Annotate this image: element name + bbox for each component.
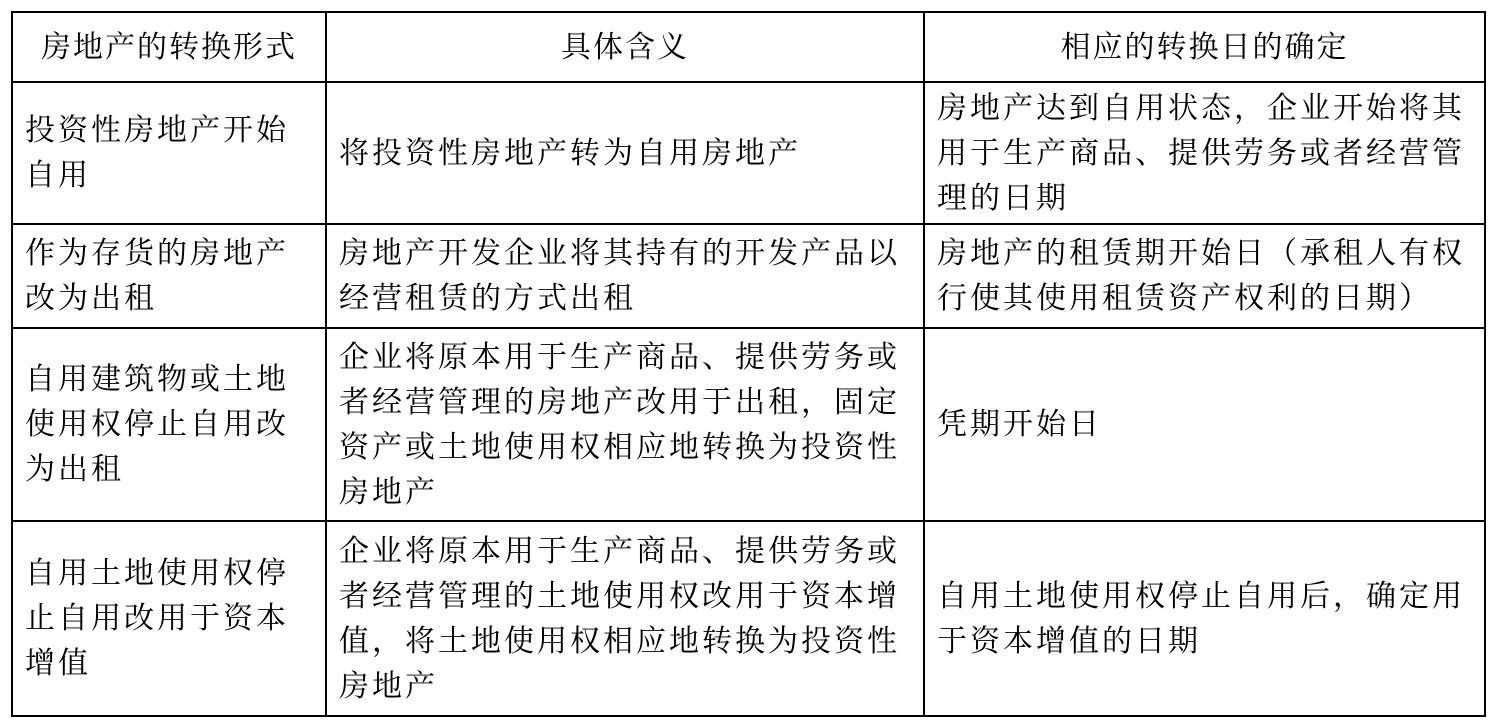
cell-meaning: 企业将原本用于生产商品、提供劳务或者经营管理的房地产改用于出租，固定资产或土地使用权相应地转换为投资性房地产 bbox=[326, 328, 924, 521]
cell-meaning: 企业将原本用于生产商品、提供劳务或者经营管理的土地使用权改用于资本增值，将土地使用权相应地转换为投资性房地产 bbox=[326, 521, 924, 716]
cell-date: 房地产的租赁期开始日（承租人有权行使其使用租赁资产权利的日期） bbox=[924, 224, 1485, 328]
cell-date: 凭期开始日 bbox=[924, 328, 1485, 521]
table-row bbox=[12, 521, 1485, 716]
table-row bbox=[12, 224, 1485, 328]
cell-meaning: 房地产开发企业将其持有的开发产品以经营租赁的方式出租 bbox=[326, 224, 924, 328]
cell-form: 自用土地使用权停止自用改用于资本增值 bbox=[12, 521, 326, 716]
header-meaning: 具体含义 bbox=[326, 12, 924, 82]
cell-date: 自用土地使用权停止自用后，确定用于资本增值的日期 bbox=[924, 521, 1485, 716]
header-date: 相应的转换日的确定 bbox=[924, 12, 1485, 82]
header-form: 房地产的转换形式 bbox=[12, 12, 326, 82]
cell-date: 房地产达到自用状态，企业开始将其用于生产商品、提供劳务或者经营管理的日期 bbox=[924, 82, 1485, 224]
table-row bbox=[12, 328, 1485, 521]
conversion-table bbox=[11, 11, 1486, 717]
cell-form: 作为存货的房地产改为出租 bbox=[12, 224, 326, 328]
cell-form: 投资性房地产开始自用 bbox=[12, 82, 326, 224]
cell-form: 自用建筑物或土地使用权停止自用改为出租 bbox=[12, 328, 326, 521]
cell-meaning: 将投资性房地产转为自用房地产 bbox=[326, 82, 924, 224]
table-header-row bbox=[12, 12, 1485, 82]
table-row bbox=[12, 82, 1485, 224]
